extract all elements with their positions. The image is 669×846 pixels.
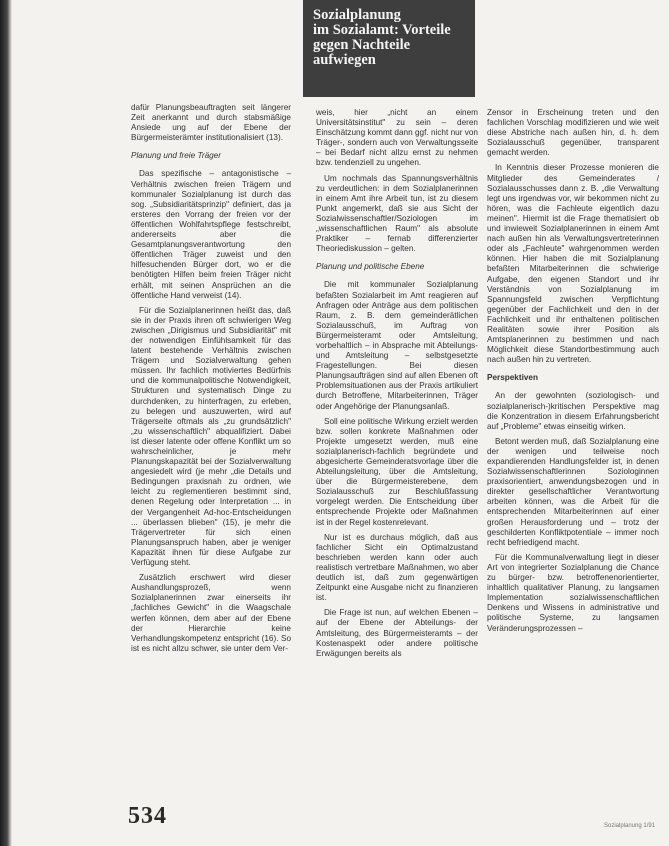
section-heading: Perspektiven: [487, 373, 538, 383]
paragraph: Soll eine politische Wirkung erzielt werden bzw. sollen konkrete Maßnahmen oder Projekte umgesetzt werden, muß eine sozialplanerisch-fachlich begründete und abgesicherte Gemeinderatsvorlage über die Abteilungsleitung, über die Amtsleitung, über die Bürgermeisterebene, dem Sozialausschuß zur Beschlußfassung vorgelegt werden. Die Entscheidung über entsprechende Projekte oder Maßnahmen ist in der Regel kostenrelevant.: [316, 416, 478, 527]
article-title-line-1: Sozialplanung: [313, 7, 401, 23]
paragraph: Für die Sozialplanerinnen heißt das, daß sie in der Praxis ihren oft schwierigen Weg zwischen „Dirigismus und Subsidiarität" mit der notwendigen Einfühlsamkeit für das latent bestehende Verhältnis zwischen Trägern und Sozialverwaltung gehen müssen. Ihr fachlich motiviertes Bedürfnis und die kommunalpolitische Notwendigkeit, Strukturen und systematisch Dinge zu durchdenken, zu hinterfragen, zu erleben, zu belegen und auszuwerten, wird auf Trägerseite oftmals als „zu grundsätzlich" „zu wissenschaftlich" abqualifiziert. Dabei ist dieser latente oder offene Konflikt um so wahrscheinlicher, je mehr Planungskapazität bei der Sozialverwaltung angesiedelt wird (je mehr „die Details und Bedingungen praxisnah zu ordnen, wie leicht zu reglementieren bestimmt sind, denen Regelung oder Interpretation ... in der Vergangenheit Ad-hoc-Entscheidungen ... überlassen blieben" (15), je mehr die Trägervertreter für sich einen Planungsanspruch haben, aber je weniger Kapazität ihnen für diese Aufgabe zur Verfügung steht.: [131, 305, 291, 568]
paragraph: dafür Planungsbeauftragten seit längerer Zeit anerkannt und durch stabsmäßige Ansiede ung auf der Ebene der Bürgermeisterämter institutionalisiert (13).: [131, 103, 291, 143]
paragraph: Das spezifische – antagonistische – Verhältnis zwischen freien Trägern und kommunaler Sozialplanung ist durch das sog. „Subsidiaritätsprinzip" definiert, das ja ersteres den Vorrang der freien vor der öffentlichen Wohlfahrtspflege festschreibt, andererseits aber die Gesamtplanungsverantwortung den öffentlichen Träger zuweist und den hilfesuchenden Bürger dort, wo er die benötigten Hilfen beim freien Träger nicht erhält, mit seinen Ansprüchen an die öffentliche Hand verweist (14).: [131, 169, 291, 300]
article-title-box: [303, 0, 475, 97]
section-heading: Planung und politische Ebene: [316, 262, 425, 272]
text-column-1: [131, 103, 291, 659]
paragraph: Die Frage ist nun, auf welchen Ebenen – auf der Ebene der Abteilungs- der Amtsleitung, des Bürgermeisteramts – der Kostenaspekt oder andere politische Erwägungen bereits als: [316, 608, 478, 658]
article-title-line-4: aufwiegen: [313, 52, 376, 68]
paragraph: Für die Kommunalverwaltung liegt in dieser Art von integrierter Sozialplanung die Chance zu bürger- bzw. betroffenenorientierter, inhaltlich qualitativer Planung, zu langsamen Implementation sozialwissenschaftlichen Denkens und Wissens in administrative und politische Systeme, zu langsamen Veränderungsprozessen –: [487, 552, 659, 633]
paragraph: Nur ist es durchaus möglich, daß aus fachlicher Sicht ein Optimalzustand beschrieben werden kann oder auch realistisch vertretbare Maßnahmen, wo aber deutlich ist, daß zum gegenwärtigen Zeitpunkt eine Ausgabe nicht zu finanzieren ist.: [316, 532, 478, 603]
paragraph: Betont werden muß, daß Sozialplanung eine der wenigen und teilweise noch expandierenden Handlungsfelder ist, in denen Sozialwissenschaftlerinnen Soziologinnen praxisorientiert, anwendungsbezogen und in direkter gesellschaftlicher Verantwortung arbeiten können, was die Arbeit für die entsprechenden Mitarbeiterinnen auf einer großen Herausforderung und – trotz der geschilderten Konfliktpotentiale – immer noch recht befriedigend macht.: [487, 436, 659, 547]
article-title-line-2: im Sozialamt: Vorteile: [313, 22, 451, 38]
paragraph: weis, hier „nicht an einem Universitätsinstitut" zu sein – deren Einschätzung kommt dann ggf. nicht nur von Träger-, sondern auch von Verwaltungsseite – bei Bedarf nicht allzu ernst zu nehmen bzw. tendenziell zu ungehen.: [316, 108, 478, 168]
paragraph: Die mit kommunaler Sozialplanung befaßten Sozialarbeit im Amt reagieren auf Anfragen oder Anträge aus dem politischen Raum, z. B. dem gemeinderätlichen Sozialausschuß, im Auftrag von Bürgermeisteramt oder Amtsleitung, vorbehaltlich – in Absprache mit Abteilungs- und Amtsleitung – selbstgesetzte Fragestellungen. Bei diesen Planungsaufträgen sind auf allen Ebenen oft Problemsituationen aus der Praxis artikuliert durch Betroffene, Mitarbeiterinnen, Träger oder Angehörige der Planungsanlaß.: [316, 280, 478, 411]
paragraph: Um nochmals das Spannungsverhältnis zu verdeutlichen: in dem Sozialplanerinnen in einem Amt ihre Arbeit tun, ist zu diesem Punkt angemerkt, daß sie aus Sicht der Sozialwissenschaftler/Soziologen im „wissenschaftlichen Raum" als absolute Praktiker – fernab differenzierter Theoriediskussion – gelten.: [316, 173, 478, 254]
footer-text: Sozialplanung 1/91: [604, 823, 656, 829]
paragraph: Zusätzlich erschwert wird dieser Aushandlungsprozeß, wenn Sozialplanerinnen zwar einerseits ihr „fachliches Gewicht" in die Waagschale werfen können, dem aber auf der Ebene der Hierarchie keine Verhandlungskompetenz entspricht (16). So ist es nicht allzu schwer, sie unter dem Ver-: [131, 573, 291, 653]
paragraph: Zensor in Erscheinung treten und den fachlichen Vorschlag modifizieren und wie weit diese Abstriche nach außen hin, d. h. dem Sozialausschuß gegenüber, transparent gemacht werden.: [487, 108, 659, 158]
paragraph: An der gewohnten (soziologisch- und sozialplanerisch-)kritischen Perspektive mag die Konzentration in diesem Erfahrungsbericht auf „Probleme" etwas einseitig wirken.: [487, 391, 659, 431]
section-heading: Planung und freie Träger: [131, 151, 221, 161]
paragraph: In Kenntnis dieser Prozesse monieren die Mitglieder des Gemeinderates / Sozialausschusses dann z. B. „die Verwaltung legt uns irgendwas vor, wir bekommen nicht zu hören, was die Fachleute eigentlich dazu meinen". Hiermit ist die Frage thematisiert ob und inwieweit Sozialplanerinnen in einem Amt nach außen hin als Verwaltungsvertreterinnen oder als „Fachleute" wahrgenommen werden können. Hier haben die mit Sozialplanung befaßten Mitarbeiterinnen die schwierige Aufgabe, den eigenen Standort und ihr Verständnis von Sozialplanung im Spannungsfeld zwischen Verpflichtung gegenüber der Fachlichkeit und den in der Fachlichkeit und ihr enthaltenen politischen Realitäten sowie ihrer Position als Amtsplanerinnen zu bestimmen und nach Möglichkeit diese Standortbestimmung auch nach außen hin zu vertreten.: [487, 163, 659, 365]
text-column-3: [487, 108, 659, 639]
article-title-line-3: gegen Nachteile: [313, 37, 411, 53]
text-column-2: [316, 108, 478, 664]
page-number: 534: [128, 803, 167, 829]
scan-binding-edge: [0, 0, 12, 846]
